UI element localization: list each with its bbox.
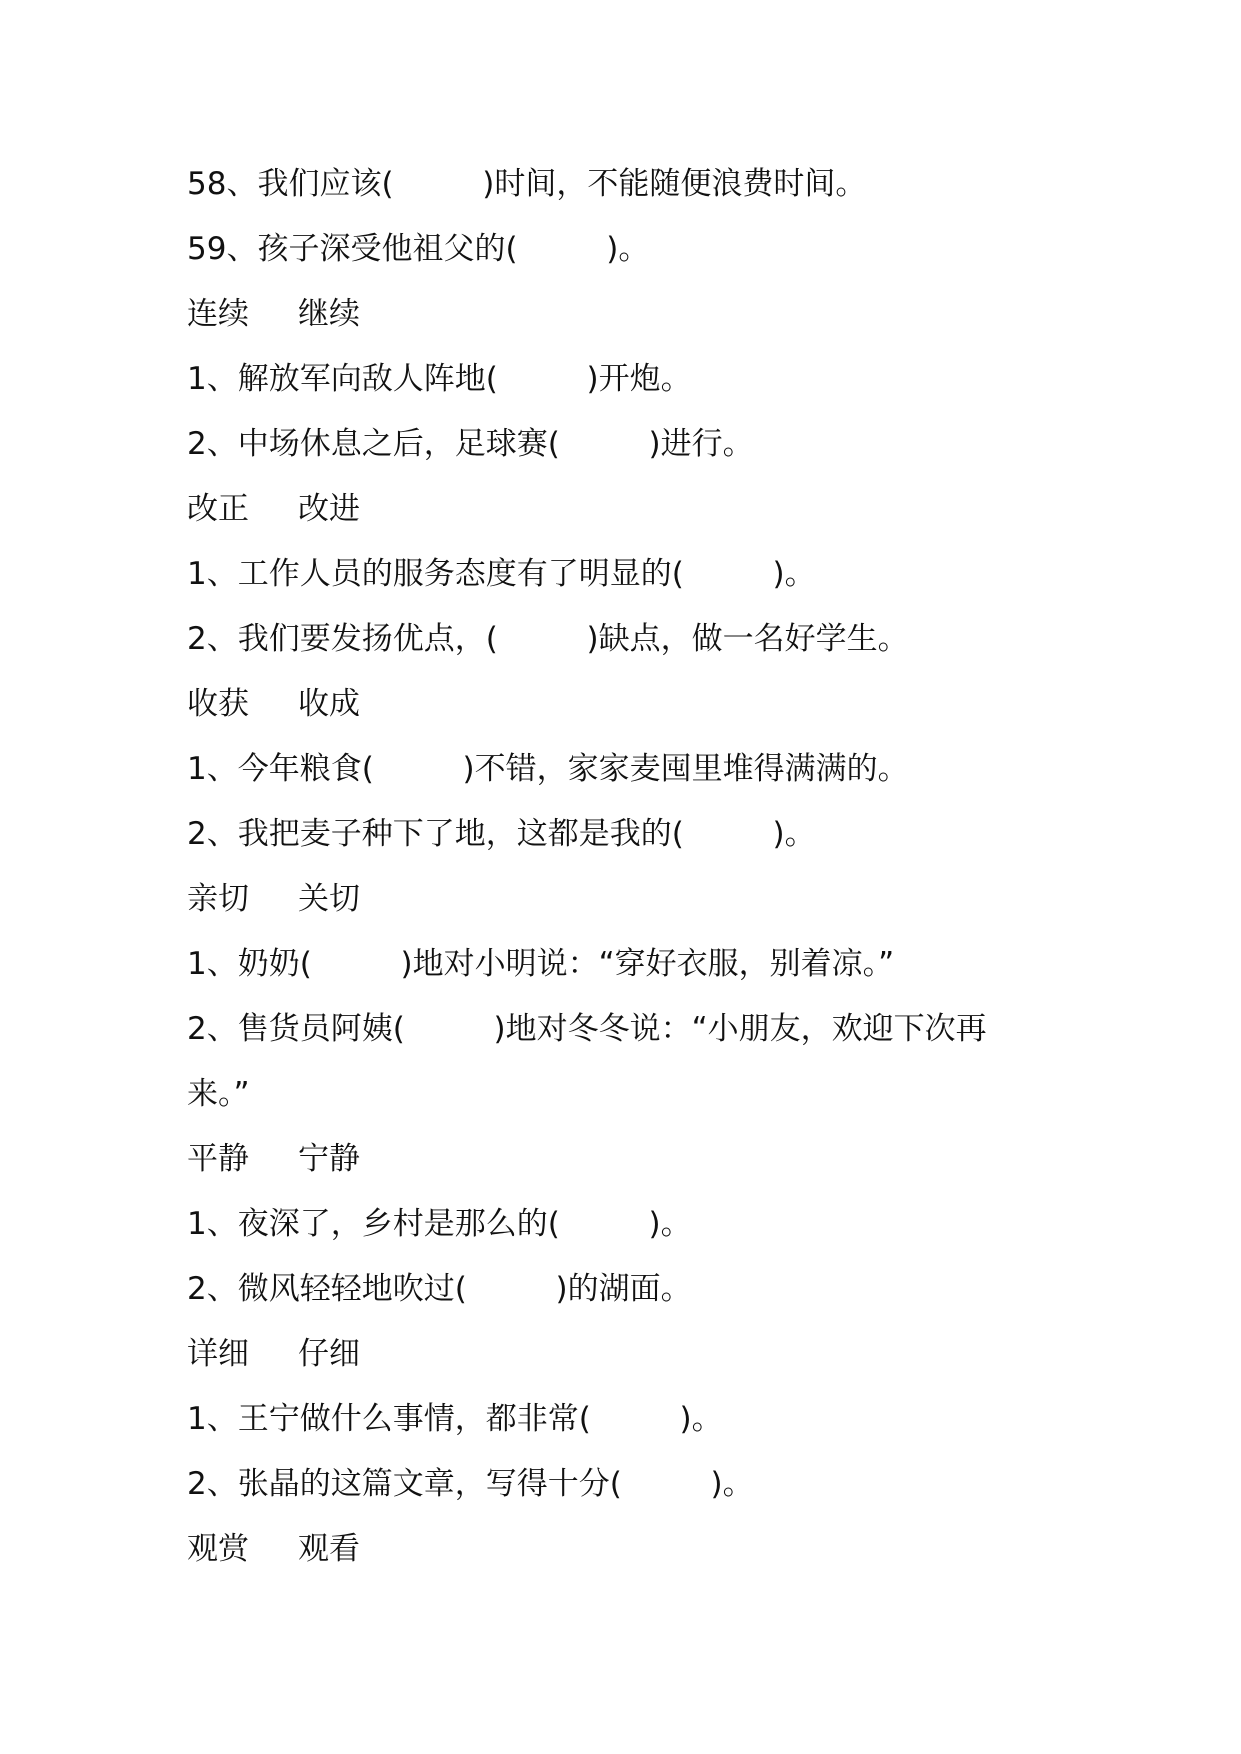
word-pair: [187, 672, 1067, 737]
word-pair: [187, 867, 1067, 932]
word-choice: 详细: [187, 1336, 249, 1372]
word-pair: [187, 1517, 1067, 1582]
exercise-sentence: 59、孩子深受他祖父的( )。: [187, 231, 650, 267]
word-pair: [187, 477, 1067, 542]
word-choice: 收成: [298, 686, 360, 722]
exercise-sentence: 1、王宁做什么事情，都非常( )。: [187, 1401, 723, 1437]
exercise-sentence: 来。”: [187, 1076, 250, 1112]
exercise-sentence: 1、今年粮食( )不错，家家麦囤里堆得满满的。: [187, 751, 909, 787]
word-choice: 收获: [187, 686, 249, 722]
word-choice: 改进: [298, 491, 360, 527]
word-pair: [187, 1322, 1067, 1387]
exercise-sentence: 1、解放军向敌人阵地( )开炮。: [187, 361, 692, 397]
exercise-sentence: 1、夜深了，乡村是那么的( )。: [187, 1206, 692, 1242]
exercise-sentence: 2、中场休息之后，足球赛( )进行。: [187, 426, 754, 462]
exercise-list: [187, 152, 1067, 1582]
exercise-sentence: 2、售货员阿姨( )地对冬冬说：“小朋友，欢迎下次再: [187, 1011, 987, 1047]
word-choice: 观赏: [187, 1531, 249, 1567]
exercise-sentence: 2、张晶的这篇文章，写得十分( )。: [187, 1466, 754, 1502]
word-choice: 平静: [187, 1141, 249, 1177]
word-choice: 改正: [187, 491, 249, 527]
word-choice: 宁静: [298, 1141, 360, 1177]
exercise-sentence: 1、奶奶( )地对小明说：“穿好衣服，别着凉。”: [187, 946, 895, 982]
exercise-sentence: 2、微风轻轻地吹过( )的湖面。: [187, 1271, 692, 1307]
word-pair: [187, 1127, 1067, 1192]
word-choice: 连续: [187, 296, 249, 332]
exercise-sentence: 2、我们要发扬优点，( )缺点，做一名好学生。: [187, 621, 909, 657]
word-choice: 仔细: [298, 1336, 360, 1372]
exercise-sentence: 58、我们应该( )时间，不能随便浪费时间。: [187, 166, 867, 202]
word-pair: [187, 282, 1067, 347]
exercise-sentence: 1、工作人员的服务态度有了明显的( )。: [187, 556, 816, 592]
exercise-sentence: 2、我把麦子种下了地，这都是我的( )。: [187, 816, 816, 852]
word-choice: 关切: [298, 881, 360, 917]
word-choice: 亲切: [187, 881, 249, 917]
word-choice: 继续: [298, 296, 360, 332]
word-choice: 观看: [298, 1531, 360, 1567]
